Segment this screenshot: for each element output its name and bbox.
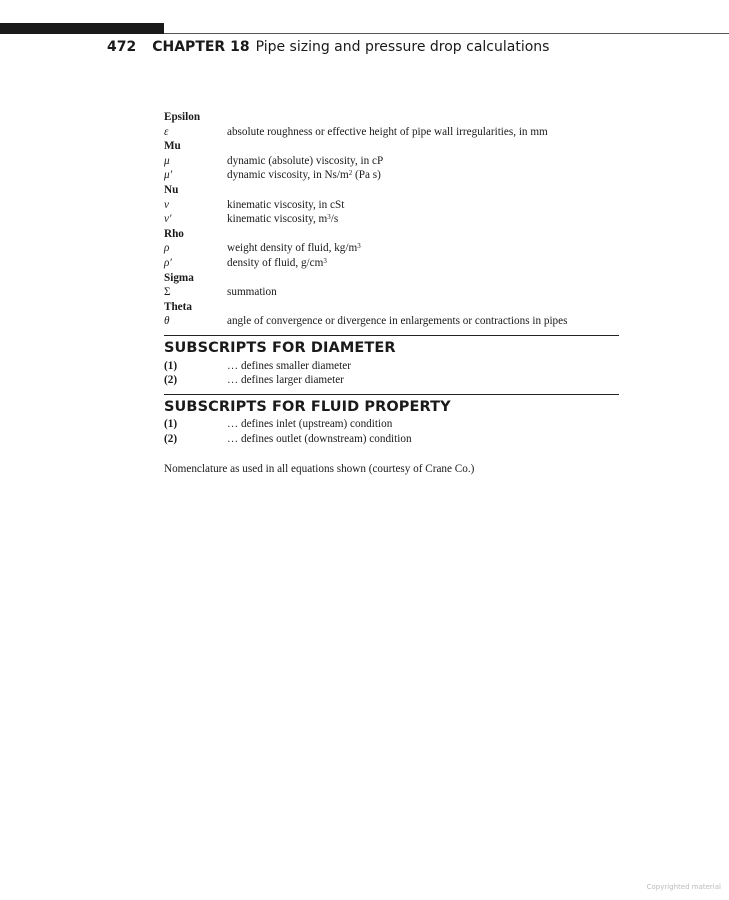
definition-text: angle of convergence or divergence in enlargements or contractions in pipes xyxy=(227,315,568,328)
subscript-label: (1) xyxy=(164,359,178,372)
symbol: μ′ xyxy=(164,169,173,182)
greek-symbols-list xyxy=(164,110,619,329)
definition-text: weight density of fluid, kg/m xyxy=(227,242,358,255)
symbol-group-heading: Rho xyxy=(164,227,184,240)
chapter-label: CHAPTER 18 xyxy=(152,39,250,55)
symbol-entry xyxy=(164,212,619,227)
superscript: 2 xyxy=(348,169,353,178)
symbol-definition xyxy=(227,256,619,271)
symbol-definition xyxy=(227,241,619,256)
symbol-group-heading: Epsilon xyxy=(164,111,201,123)
definition-text: density of fluid, g/cm xyxy=(227,256,324,269)
subscript-definition: … defines inlet (upstream) condition xyxy=(227,418,393,431)
symbol-definition xyxy=(227,198,619,213)
symbol: ε xyxy=(164,125,169,138)
superscript: 3 xyxy=(323,256,327,265)
symbol-group-heading: Nu xyxy=(164,183,179,196)
symbol: μ xyxy=(164,154,170,167)
subscript-label: (1) xyxy=(164,418,178,431)
running-head xyxy=(107,39,549,55)
subscript-label: (2) xyxy=(164,374,178,387)
chapter-title: Pipe sizing and pressure drop calculations xyxy=(255,39,550,55)
subscript-entry xyxy=(164,359,619,374)
symbol-definition xyxy=(227,285,619,300)
subscript-sections xyxy=(164,335,619,447)
definition-text: summation xyxy=(227,286,277,299)
symbol-entry xyxy=(164,198,619,213)
symbol-group-heading: Mu xyxy=(164,140,181,153)
definition-text: kinematic viscosity, in cSt xyxy=(227,198,345,211)
definition-text: /s xyxy=(330,213,339,226)
symbol-definition xyxy=(227,314,619,329)
superscript: 3 xyxy=(357,242,361,251)
symbol-entry xyxy=(164,241,619,256)
subscript-entry xyxy=(164,417,619,432)
section-rule xyxy=(164,335,619,336)
section-title: SUBSCRIPTS FOR FLUID PROPERTY xyxy=(164,398,451,415)
symbol-definition xyxy=(227,212,619,227)
symbol: ρ xyxy=(164,242,170,255)
symbol-entry xyxy=(164,285,619,300)
symbol-entry xyxy=(164,154,619,169)
symbol: θ xyxy=(164,315,170,328)
definition-text: kinematic viscosity, m xyxy=(227,213,328,226)
page-number: 472 xyxy=(107,39,137,55)
section-title: SUBSCRIPTS FOR DIAMETER xyxy=(164,339,396,356)
section-rule xyxy=(164,394,619,395)
symbol-entry xyxy=(164,168,619,183)
subscript-definition: … defines smaller diameter xyxy=(227,359,351,372)
symbol: ν′ xyxy=(164,213,172,226)
symbol: Σ xyxy=(164,286,171,299)
figure-caption: Nomenclature as used in all equations shown (courtesy of Crane Co.) xyxy=(164,463,475,476)
symbol-group-heading: Sigma xyxy=(164,271,194,284)
superscript: 3 xyxy=(327,213,331,222)
symbol: ν xyxy=(164,198,169,211)
subscript-definition: … defines larger diameter xyxy=(227,374,344,387)
header-rule xyxy=(164,33,729,34)
header-bar xyxy=(0,23,164,34)
subscript-definition: … defines outlet (downstream) condition xyxy=(227,432,412,445)
symbol-definition xyxy=(227,168,619,183)
symbol-entry xyxy=(164,125,619,140)
symbol-definition xyxy=(227,125,619,140)
copyright-watermark: Copyrighted material xyxy=(646,883,721,891)
subscript-entry xyxy=(164,432,619,447)
symbol-entry xyxy=(164,314,619,329)
symbol-entry xyxy=(164,256,619,271)
symbol: ρ′ xyxy=(164,256,172,269)
nomenclature-content xyxy=(164,110,619,477)
definition-text: dynamic viscosity, in Ns/m xyxy=(227,169,349,182)
symbol-group-heading: Theta xyxy=(164,300,192,313)
definition-text: absolute roughness or effective height of pipe wall irregularities, in mm xyxy=(227,125,548,138)
definition-text: (Pa s) xyxy=(352,169,381,182)
symbol-definition xyxy=(227,154,619,169)
subscript-entry xyxy=(164,373,619,388)
definition-text: dynamic (absolute) viscosity, in cP xyxy=(227,154,384,167)
subscript-label: (2) xyxy=(164,432,178,445)
